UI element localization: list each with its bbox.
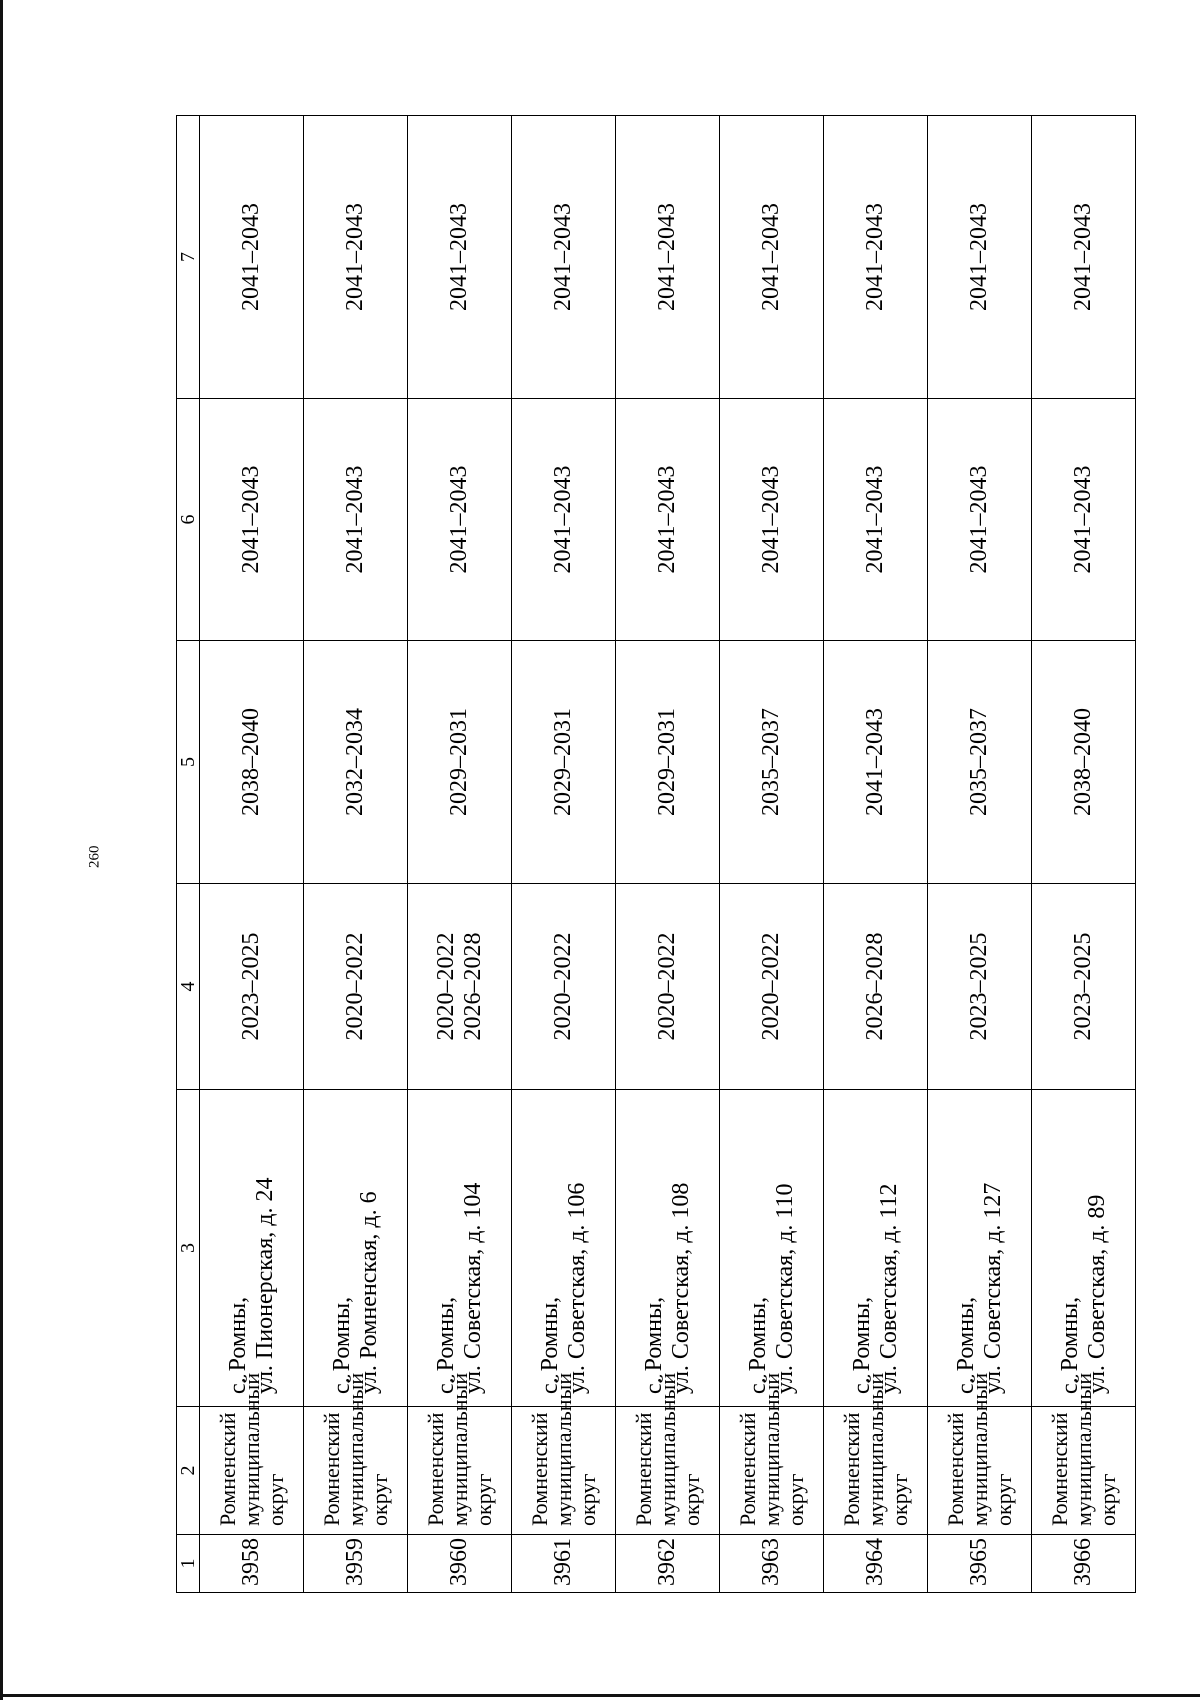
address-line: ул. Советская, д. 89	[1083, 1194, 1110, 1394]
period-col6: 2041–2043	[758, 465, 785, 574]
period-col5-cell	[720, 641, 824, 884]
address-line: ул. Советская, д. 112	[875, 1183, 902, 1394]
period-col4: 2023–2025	[1070, 932, 1097, 1041]
period-col4-cell	[616, 884, 720, 1090]
address-line: ул. Советская, д. 127	[979, 1182, 1006, 1394]
district-line: Ромненский	[631, 1412, 657, 1526]
address-line: с. Ромны,	[1057, 1296, 1084, 1394]
district-line: округ	[678, 1473, 704, 1526]
district-line: округ	[782, 1473, 808, 1526]
period-col7-cell	[824, 116, 928, 399]
district-cell	[928, 1372, 1032, 1535]
row-number: 3960	[446, 1538, 473, 1586]
district-cell	[1032, 1372, 1136, 1535]
period-col5: 2035–2037	[966, 708, 993, 816]
row-number-cell	[512, 1535, 616, 1593]
period-col6-cell	[512, 399, 616, 641]
district-line: округ	[470, 1473, 496, 1526]
period-col7: 2041–2043	[238, 203, 265, 311]
table-body	[200, 116, 1136, 1593]
row-number: 3963	[758, 1538, 785, 1586]
address-cell	[824, 1090, 928, 1407]
row-number: 3959	[342, 1538, 369, 1586]
header-col-5: 5	[177, 641, 200, 884]
period-col6: 2041–2043	[238, 465, 265, 574]
rotated-table-frame	[176, 116, 1131, 1593]
period-col4: 2020–2022	[342, 932, 369, 1041]
period-col5-cell	[824, 641, 928, 884]
header-col-3: 3	[177, 1090, 200, 1407]
period-col6-cell	[200, 399, 304, 641]
period-col7-cell	[616, 116, 720, 399]
period-col5-cell	[616, 641, 720, 884]
period-col5: 2029–2031	[654, 708, 681, 816]
table-row	[720, 116, 824, 1593]
address-line: ул. Пионерская, д. 24	[251, 1177, 278, 1394]
address-line: ул. Советская, д. 104	[459, 1182, 486, 1394]
period-col5: 2029–2031	[446, 708, 473, 816]
period-col4: 2020–2022	[654, 932, 681, 1041]
district-line: Ромненский	[527, 1412, 553, 1526]
header-col-2: 2	[177, 1407, 200, 1535]
district-line: округ	[262, 1473, 288, 1526]
address-cell	[408, 1090, 512, 1407]
district-line: муниципальный	[343, 1372, 369, 1526]
period-col6-cell	[928, 399, 1032, 641]
period-col4: 2020–2022	[433, 932, 460, 1041]
district-line: округ	[1094, 1473, 1120, 1526]
address-cell	[304, 1090, 408, 1407]
period-col7-cell	[928, 116, 1032, 399]
period-col5: 2029–2031	[550, 708, 577, 816]
address-cell	[512, 1090, 616, 1407]
address-line: с. Ромны,	[849, 1296, 876, 1394]
period-col7: 2041–2043	[1070, 203, 1097, 311]
period-col7: 2041–2043	[550, 203, 577, 311]
district-cell	[512, 1372, 616, 1535]
address-cell	[200, 1090, 304, 1407]
district-cell	[824, 1372, 928, 1535]
period-col7: 2041–2043	[342, 203, 369, 311]
table-container	[176, 116, 1131, 1593]
period-col4: 2026–2028	[459, 932, 486, 1041]
district-cell	[720, 1372, 824, 1535]
period-col6-cell	[824, 399, 928, 641]
housing-repair-schedule-table	[176, 115, 1136, 1593]
district-line: Ромненский	[943, 1412, 969, 1526]
district-line: муниципальный	[967, 1372, 993, 1526]
row-number: 3962	[654, 1538, 681, 1586]
address-line: с. Ромны,	[537, 1296, 564, 1394]
period-col4-cell	[512, 884, 616, 1090]
district-line: муниципальный	[863, 1372, 889, 1526]
header-col-7: 7	[177, 116, 200, 399]
page-number: 260	[86, 845, 103, 868]
address-line: с. Ромны,	[225, 1296, 252, 1394]
row-number-cell	[616, 1535, 720, 1593]
row-number: 3961	[550, 1538, 577, 1586]
table-row	[928, 116, 1032, 1593]
district-line: Ромненский	[319, 1412, 345, 1526]
row-number: 3966	[1070, 1538, 1097, 1586]
district-cell	[408, 1372, 512, 1535]
row-number-cell	[824, 1535, 928, 1593]
address-cell	[1032, 1090, 1136, 1407]
period-col7: 2041–2043	[446, 203, 473, 311]
period-col4-cell	[824, 884, 928, 1090]
address-line: ул. Советская, д. 106	[563, 1182, 590, 1394]
address-line: ул. Советская, д. 108	[667, 1182, 694, 1394]
row-number-cell	[408, 1535, 512, 1593]
period-col7-cell	[1032, 116, 1136, 399]
address-cell	[928, 1090, 1032, 1407]
period-col4-cell	[200, 884, 304, 1090]
district-line: округ	[366, 1473, 392, 1526]
scan-border-bottom	[0, 1694, 1200, 1697]
period-col6: 2041–2043	[1070, 465, 1097, 574]
district-cell	[304, 1372, 408, 1535]
period-col6-cell	[1032, 399, 1136, 641]
period-col7-cell	[408, 116, 512, 399]
period-col7: 2041–2043	[758, 203, 785, 311]
row-number-cell	[304, 1535, 408, 1593]
district-line: округ	[886, 1473, 912, 1526]
table-row	[200, 116, 304, 1593]
table-row	[616, 116, 720, 1593]
address-cell	[616, 1090, 720, 1407]
district-line: Ромненский	[215, 1412, 241, 1526]
district-line: Ромненский	[1047, 1412, 1073, 1526]
period-col6: 2041–2043	[654, 465, 681, 574]
period-col4: 2026–2028	[862, 932, 889, 1041]
row-number: 3964	[862, 1538, 889, 1586]
row-number-cell	[928, 1535, 1032, 1593]
address-line: с. Ромны,	[953, 1296, 980, 1394]
district-cell	[200, 1372, 304, 1535]
district-line: муниципальный	[1071, 1372, 1097, 1526]
address-line: с. Ромны,	[641, 1296, 668, 1394]
district-line: муниципальный	[447, 1372, 473, 1526]
header-col-4: 4	[177, 884, 200, 1090]
period-col6-cell	[408, 399, 512, 641]
district-line: Ромненский	[839, 1412, 865, 1526]
district-line: муниципальный	[655, 1372, 681, 1526]
row-number-cell	[720, 1535, 824, 1593]
period-col7-cell	[512, 116, 616, 399]
period-col4: 2020–2022	[550, 932, 577, 1041]
period-col5: 2032–2034	[342, 708, 369, 816]
period-col5: 2041–2043	[862, 708, 889, 816]
period-col6-cell	[304, 399, 408, 641]
district-cell	[616, 1372, 720, 1535]
period-col4-cell	[928, 884, 1032, 1090]
address-line: ул. Советская, д. 110	[771, 1183, 798, 1394]
period-col5-cell	[512, 641, 616, 884]
period-col7-cell	[720, 116, 824, 399]
period-col4-cell	[408, 884, 512, 1090]
period-col7: 2041–2043	[654, 203, 681, 311]
period-col5-cell	[928, 641, 1032, 884]
table-row	[408, 116, 512, 1593]
address-line: ул. Ромненская, д. 6	[355, 1191, 382, 1394]
address-line: с. Ромны,	[433, 1296, 460, 1394]
period-col6: 2041–2043	[342, 465, 369, 574]
period-col6: 2041–2043	[966, 465, 993, 574]
table-row	[512, 116, 616, 1593]
period-col7-cell	[304, 116, 408, 399]
period-col5: 2035–2037	[758, 708, 785, 816]
period-col7-cell	[200, 116, 304, 399]
district-line: округ	[574, 1473, 600, 1526]
period-col4-cell	[720, 884, 824, 1090]
district-line: округ	[990, 1473, 1016, 1526]
period-col6: 2041–2043	[862, 465, 889, 574]
header-col-6: 6	[177, 399, 200, 641]
district-line: муниципальный	[239, 1372, 265, 1526]
district-line: муниципальный	[551, 1372, 577, 1526]
district-line: Ромненский	[735, 1412, 761, 1526]
address-line: с. Ромны,	[745, 1296, 772, 1394]
district-line: Ромненский	[423, 1412, 449, 1526]
header-row	[177, 116, 200, 1593]
district-line: муниципальный	[759, 1372, 785, 1526]
table-row	[1032, 116, 1136, 1593]
period-col5-cell	[408, 641, 512, 884]
period-col6: 2041–2043	[446, 465, 473, 574]
row-number-cell	[1032, 1535, 1136, 1593]
period-col5: 2038–2040	[238, 708, 265, 816]
period-col7: 2041–2043	[966, 203, 993, 311]
period-col5-cell	[1032, 641, 1136, 884]
table-row	[304, 116, 408, 1593]
period-col4-cell	[1032, 884, 1136, 1090]
header-col-1: 1	[177, 1535, 200, 1593]
period-col5-cell	[304, 641, 408, 884]
period-col4: 2020–2022	[758, 932, 785, 1041]
row-number-cell	[200, 1535, 304, 1593]
period-col6-cell	[616, 399, 720, 641]
period-col4-cell	[304, 884, 408, 1090]
period-col4: 2023–2025	[966, 932, 993, 1041]
period-col4: 2023–2025	[238, 932, 265, 1041]
period-col6: 2041–2043	[550, 465, 577, 574]
row-number: 3965	[966, 1538, 993, 1586]
period-col5-cell	[200, 641, 304, 884]
address-line: с. Ромны,	[329, 1296, 356, 1394]
address-cell	[720, 1090, 824, 1407]
period-col6-cell	[720, 399, 824, 641]
scan-border-left	[0, 0, 3, 1700]
period-col5: 2038–2040	[1070, 708, 1097, 816]
row-number: 3958	[238, 1538, 265, 1586]
table-row	[824, 116, 928, 1593]
period-col7: 2041–2043	[862, 203, 889, 311]
